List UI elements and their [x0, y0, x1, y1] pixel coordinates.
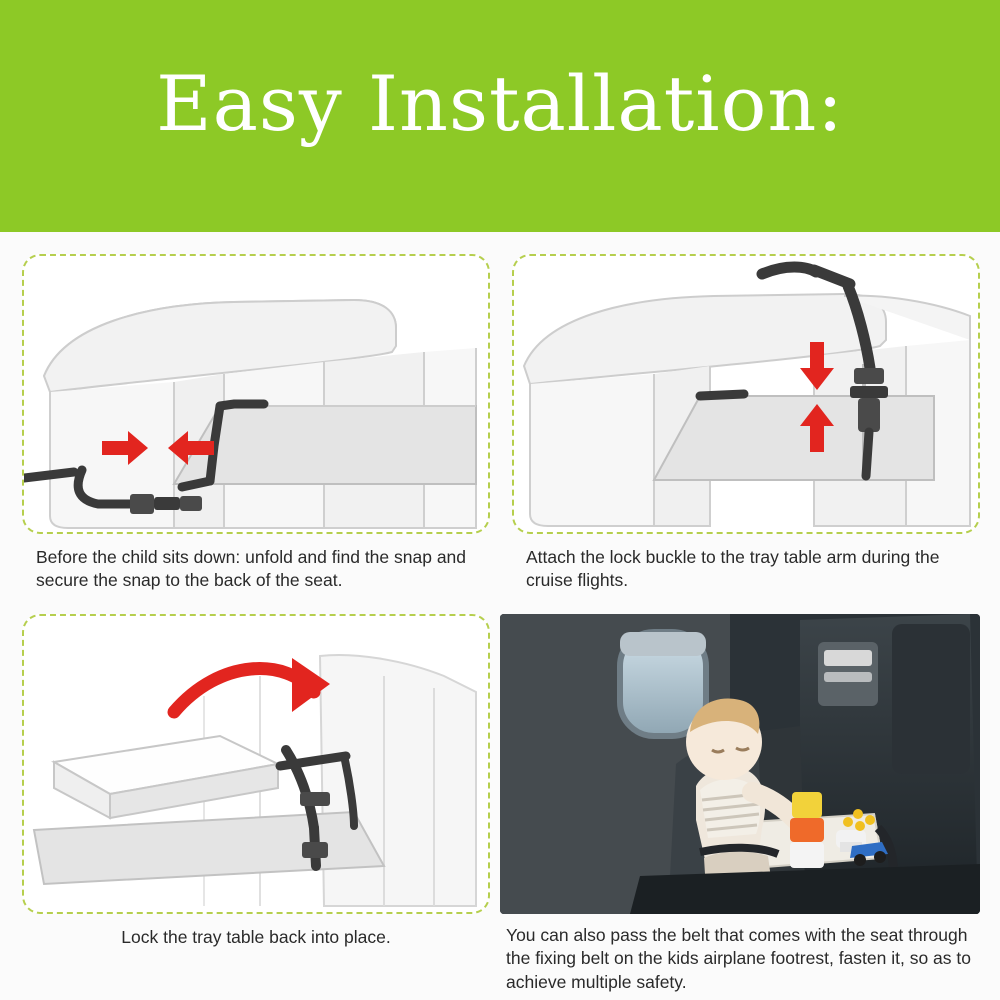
child-on-airplane-footrest-photo: [500, 614, 980, 914]
step-card-4: [500, 614, 980, 992]
step-caption-4: You can also pass the belt that comes with the seat through the fixing belt on the kids airplane footrest, fasten it, so as to achieve multiple safety.: [506, 925, 971, 992]
airplane-cabin-photo-illustration: [500, 614, 980, 914]
seat-back-snap-diagram: [22, 254, 490, 534]
step-caption-1: Before the child sits down: unfold and find the snap and secure the snap to the back of the seat.: [36, 547, 467, 591]
page-title: Easy Installation:: [156, 59, 844, 148]
step-caption-3: Lock the tray table back into place.: [121, 927, 391, 947]
step-card-2: [512, 254, 980, 622]
lock-buckle: [854, 368, 884, 384]
curved-arrow-icon: [174, 658, 330, 712]
header-banner: [0, 0, 1000, 232]
step-card-3: [22, 614, 490, 982]
seat-back-snap-drawing: [24, 256, 490, 534]
tray-arm-lock-drawing: [514, 256, 980, 534]
steps-grid: [0, 232, 1000, 1000]
fold-tray-table-back-diagram: [22, 614, 490, 914]
step-caption-2: Attach the lock buckle to the tray table arm during the cruise flights.: [526, 547, 940, 591]
fold-tray-drawing: [24, 616, 490, 914]
step-card-1: [22, 254, 490, 622]
tray-table-arm-lock-buckle-diagram: [512, 254, 980, 534]
